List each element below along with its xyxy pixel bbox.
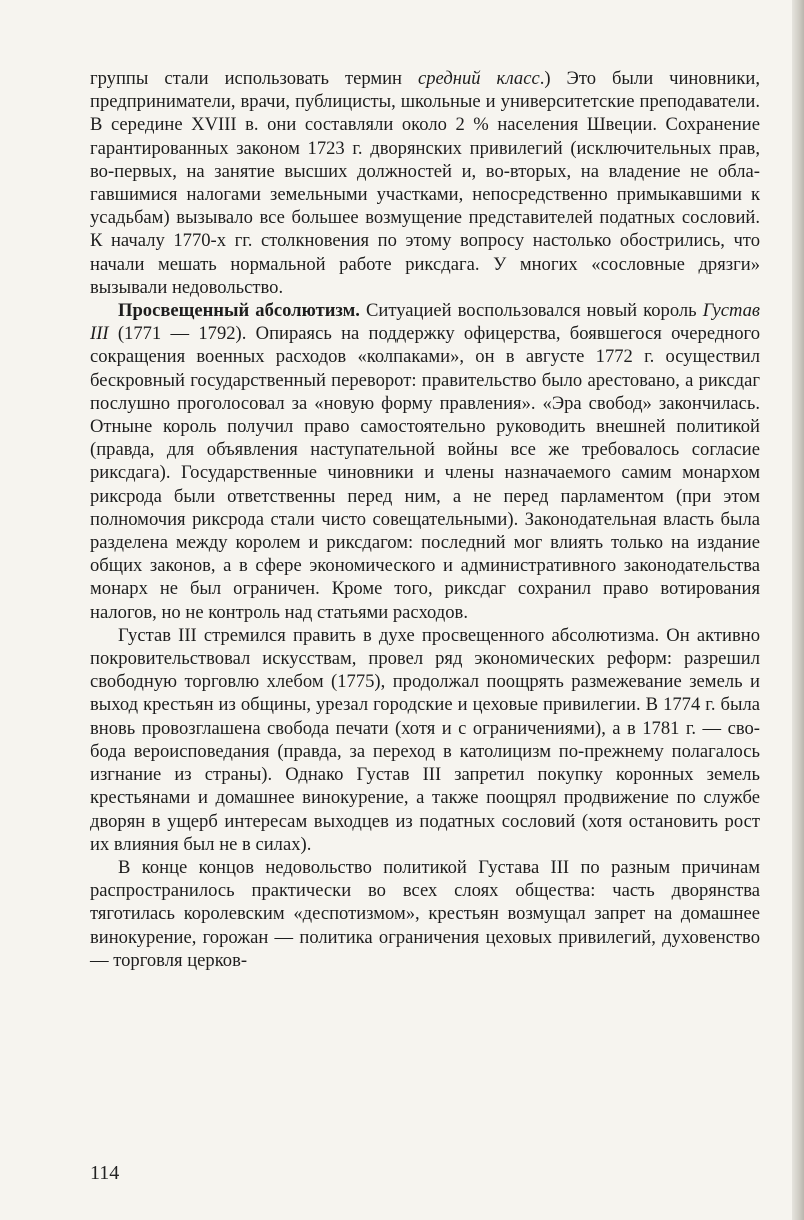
book-spine-shadow xyxy=(792,0,804,1220)
paragraph-continuation xyxy=(90,67,760,299)
page-number: 114 xyxy=(90,1162,120,1184)
text-run: .) Это были чиновники, предприниматели, врачи, публицисты, школьные и университетские преподаватели. В середине XVIII в. они составляли около 2 % населения Швеции. Сохранение гарантированных законом 1723 г. дворянских привилегий (исключительных прав, во-первых, на занятие высших должностей и, во-вторых, на владение не облагавшимися налогами земельными участками, непосредственно примыкавшими к усадьбам) вызывало все большее возмущение представителей податных сословий. К началу 1770-х гг. столкновения по этому вопросу настолько обострились, что начали мешать нормальной работе риксдага. У многих «сословные дрязги» вызывали недовольство. xyxy=(90,68,760,298)
italic-term: средний класс xyxy=(417,68,540,89)
text-run: группы стали использовать термин xyxy=(90,68,418,89)
italic-name: Густав III xyxy=(90,300,760,345)
body-text xyxy=(90,67,760,972)
text-run: (1771 — 1792). Опираясь на поддержку офицерства, боявшегося очередного сокращения военных расходов «колпаками», он в августе 1772 г. осуществил бескровный государственный переворот: правительство было арестовано, а риксдаг послушно проголосовал за «новую форму правления». «Эра свобод» закончилась. Отныне король получил право самостоятельно руководить внешней политикой (правда, для объявления наступательной войны все же требовалось согласие риксдага). Государственные чиновники и члены назначаемого самим монархом риксрода были ответственны перед ним, а не перед парламентом (при этом полномочия риксрода стали чисто совещательными). Законодательная власть была разделена между королем и риксдагом: последний мог влиять только на издание общих законов, а в сфере экономического и административного законодательства монарх не был ограничен. Кроме того, риксдаг сохранил право вотирования налогов, но не контроль над статьями расходов. xyxy=(90,323,760,623)
paragraph-discontent: В конце концов недовольство политикой Густава III по разным причинам распространилось практически во всех слоях общества: часть дворянства тяготилась королевским «деспотизмом», крестьян возмущал запрет на домашнее винокурение, горожан — политика ограничения цеховых привилегий, духовенство — торговля церков- xyxy=(90,856,760,971)
section-heading: Просвещенный абсолютизм. xyxy=(118,300,360,322)
text-run: Ситуацией воспользовался новый король xyxy=(359,300,703,322)
paragraph-enlightened-absolutism xyxy=(90,299,760,624)
paragraph-gustav-reforms: Густав III стремился править в духе просвещенного абсолютизма. Он активно покровительствовал искусствам, провел ряд экономических реформ: разрешил свободную торговлю хлебом (1775), продолжал поощрять размежевание земель и выход крестьян из общины, урезал городские и цеховые привилегии. В 1774 г. была вновь провозглашена свобода печати (хотя и с ограничениями), а в 1781 г. — свобода вероисповедания (правда, за переход в католицизм по-прежнему полагалось изгнание из страны). Однако Густав III запретил покупку коронных земель крестьянами и домашнее винокурение, а также поощрял продвижение по службе дворян в ущерб интересам выходцев из податных сословий (хотя остановить рост их влияния был не в силах). xyxy=(90,624,760,855)
